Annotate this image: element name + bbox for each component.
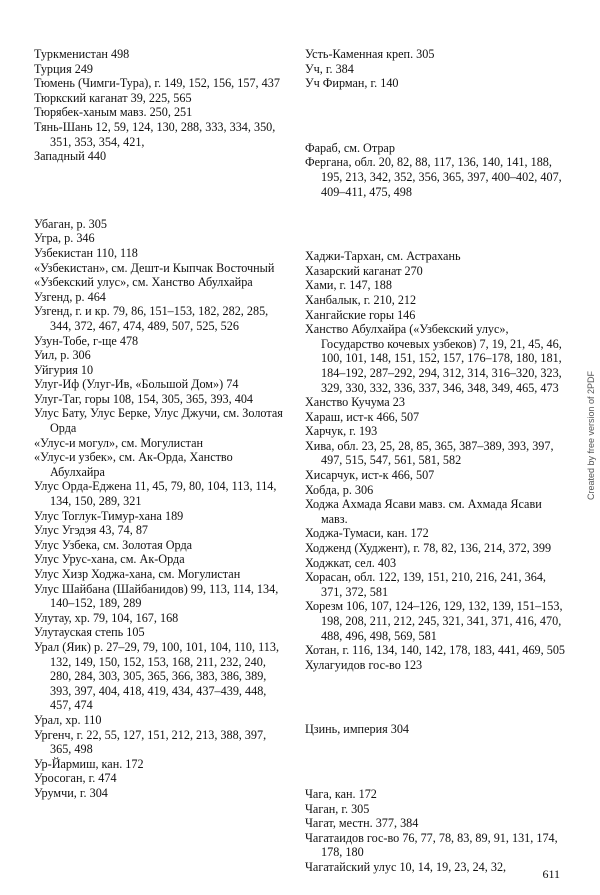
index-entry: Ходженд (Худжент), г. 78, 82, 136, 214, 372, 399 xyxy=(305,541,552,556)
section-gap xyxy=(305,737,567,787)
index-entry: Хазарский каганат 270 xyxy=(305,263,423,278)
index-entry: Хобда, р. 306 xyxy=(305,482,374,497)
section-gap xyxy=(34,164,288,217)
index-entry: Улутауская степь 105 xyxy=(34,625,145,640)
index-entry: Цзинь, империя 304 xyxy=(305,722,410,737)
index-entry: Хулагуидов гос-во 123 xyxy=(305,657,423,672)
index-entry: Тянь-Шань 12, 59, 124, 130, 288, 333, 334, 350, 351, 353, 354, 421, xyxy=(34,119,276,149)
index-entry: Хорезм 106, 107, 124–126, 129, 132, 139, 151–153, 198, 208, 211, 212, 245, 321, 341, 371, 416, 470, 488, 496, 498, 569, 581 xyxy=(305,599,563,643)
index-entry: Ханбалык, г. 210, 212 xyxy=(305,292,417,307)
index-entry: Хива, обл. 23, 25, 28, 85, 365, 387–389, 393, 397, 497, 515, 547, 561, 581, 582 xyxy=(305,438,554,468)
index-entry: Ходжкат, сел. 403 xyxy=(305,555,397,570)
index-entry: Угра, р. 346 xyxy=(34,231,95,246)
index-entry: Улус Бату, Улус Берке, Улус Джучи, см. Золотая Орда xyxy=(34,406,283,436)
watermark-text: Created by free version of 2PDF xyxy=(586,370,596,500)
index-entry: Турция 249 xyxy=(34,61,94,76)
index-entry: Ханство Кучума 23 xyxy=(305,395,405,410)
index-entry: Улус Узбека, см. Золотая Орда xyxy=(34,537,193,552)
index-entry: Уросоган, г. 474 xyxy=(34,771,117,786)
index-entry: Ходжа Ахмада Ясави мавз. см. Ахмада Ясави мавз. xyxy=(305,497,542,526)
index-entry: Убаган, р. 305 xyxy=(34,216,107,231)
index-entry: Тюрябек-ханым мавз. 250, 251 xyxy=(34,105,193,120)
index-entry: Уч Фирман, г. 140 xyxy=(305,76,399,91)
index-entry: Хисарчук, ист-к 466, 507 xyxy=(305,468,435,483)
index-entry: Чагатайский улус 10, 14, 19, 23, 24, 32, xyxy=(305,859,507,874)
index-entry: «Улус-и могул», см. Могулистан xyxy=(34,435,204,450)
index-entry: Ханство Абулхайра («Узбекский улус», Государство кочевых узбеков) 7, 19, 21, 45, 46, 100, 101, 148, 151, 152, 157, 176–178, 180, 181, 184–192, 287–292, 294, 312, 314, 316–320, 323, 329, 330, 332, 336, 337, 346, 348, 349, 465, 473 xyxy=(305,322,562,395)
index-entry: Улутау, хр. 79, 104, 167, 168 xyxy=(34,610,179,625)
index-entry: «Узбекистан», см. Дешт-и Кыпчак Восточный xyxy=(34,260,275,275)
index-entry: Уч, г. 384 xyxy=(305,61,354,76)
index-entry: Узун-Тобе, г-ще 478 xyxy=(34,333,139,348)
index-entry: Улус Тоглук-Тимур-хана 189 xyxy=(34,508,184,523)
index-entry: Узгенд, р. 464 xyxy=(34,289,106,304)
index-entry: Ур-Йармиш, кан. 172 xyxy=(34,756,144,771)
index-entry: Туркменистан 498 xyxy=(34,47,130,61)
index-entry: Тюркский каганат 39, 225, 565 xyxy=(34,90,192,105)
section-gap xyxy=(305,91,567,141)
index-entry: Узгенд, г. и кр. 79, 86, 151–153, 182, 282, 285, 344, 372, 467, 474, 489, 507, 525, 526 xyxy=(34,304,269,333)
index-entry: Хангайские горы 146 xyxy=(305,307,416,322)
index-entry: Чагат, местн. 377, 384 xyxy=(305,816,419,831)
index-entry: Урумчи, г. 304 xyxy=(34,785,108,800)
index-entry: Улус Урус-хана, см. Ак-Орда xyxy=(34,552,185,567)
index-entry: Урал, хр. 110 xyxy=(34,712,102,727)
index-entry: Чага, кан. 172 xyxy=(305,786,377,801)
index-entry: Уил, р. 306 xyxy=(34,348,91,363)
index-entry: Улус Шайбана (Шайбанидов) 99, 113, 114, 134, 140–152, 189, 289 xyxy=(34,581,279,611)
index-entry: Хами, г. 147, 188 xyxy=(305,278,392,293)
left-column xyxy=(34,47,288,801)
index-entry: «Улус-и узбек», см. Ак-Орда, Ханство Абулхайра xyxy=(34,450,233,479)
index-entry: Чагатаидов гос-во 76, 77, 78, 83, 89, 91, 131, 174, 178, 180 xyxy=(305,830,558,860)
index-entry: Харчук, г. 193 xyxy=(305,424,378,439)
index-entry: Чаган, г. 305 xyxy=(305,801,370,816)
index-entry: Урал (Яик) р. 27–29, 79, 100, 101, 104, 110, 113, 132, 149, 150, 152, 153, 168, 211, 232, 240, 280, 284, 303, 305, 365, 366, 383, 386, 389, 393, 397, 404, 418, 419, 434, 437–439, 448, 457, 474 xyxy=(34,639,279,713)
index-entry: Хотан, г. 116, 134, 140, 142, 178, 183, 441, 469, 505 xyxy=(305,643,566,658)
index-entry: Ургенч, г. 22, 55, 127, 151, 212, 213, 388, 397, 365, 498 xyxy=(34,727,267,757)
index-entry: Узбекистан 110, 118 xyxy=(34,245,138,260)
page-number: 611 xyxy=(542,867,560,881)
index-entry: Ходжа-Тумаси, кан. 172 xyxy=(305,526,429,541)
right-column xyxy=(305,47,567,875)
index-entry: Хараш, ист-к 466, 507 xyxy=(305,409,420,424)
index-entry: Улус Угэдэя 43, 74, 87 xyxy=(34,523,149,538)
index-entry: Фергана, обл. 20, 82, 88, 117, 136, 140, 141, 188, 195, 213, 342, 352, 356, 365, 397, 400–402, 407, 409–411, 475, 498 xyxy=(305,155,562,199)
section-gap xyxy=(305,672,567,722)
index-entry: Хаджи-Тархан, см. Астрахань xyxy=(305,249,461,264)
index-entry: Улуг-Таг, горы 108, 154, 305, 365, 393, 404 xyxy=(34,391,254,406)
index-entry: Улус Хизр Ходжа-хана, см. Могулистан xyxy=(34,567,241,581)
index-entry: Уйгурия 10 xyxy=(34,362,94,377)
index-entry: Улуг-Иф (Улуг-Ив, «Большой Дом») 74 xyxy=(34,377,239,392)
index-entry: Фараб, см. Отрар xyxy=(305,140,395,155)
index-entry: Улус Орда-Еджена 11, 45, 79, 80, 104, 113, 114, 134, 150, 289, 321 xyxy=(34,479,277,509)
section-gap xyxy=(305,199,567,249)
index-entry: Тюмень (Чимги-Тура), г. 149, 152, 156, 157, 437 xyxy=(34,76,280,91)
index-entry: Хорасан, обл. 122, 139, 151, 210, 216, 241, 364, 371, 372, 581 xyxy=(305,570,546,599)
index-entry: Усть-Каменная креп. 305 xyxy=(305,47,435,61)
index-entry: «Узбекский улус», см. Ханство Абулхайра xyxy=(34,275,253,290)
index-entry: Западный 440 xyxy=(34,149,107,164)
